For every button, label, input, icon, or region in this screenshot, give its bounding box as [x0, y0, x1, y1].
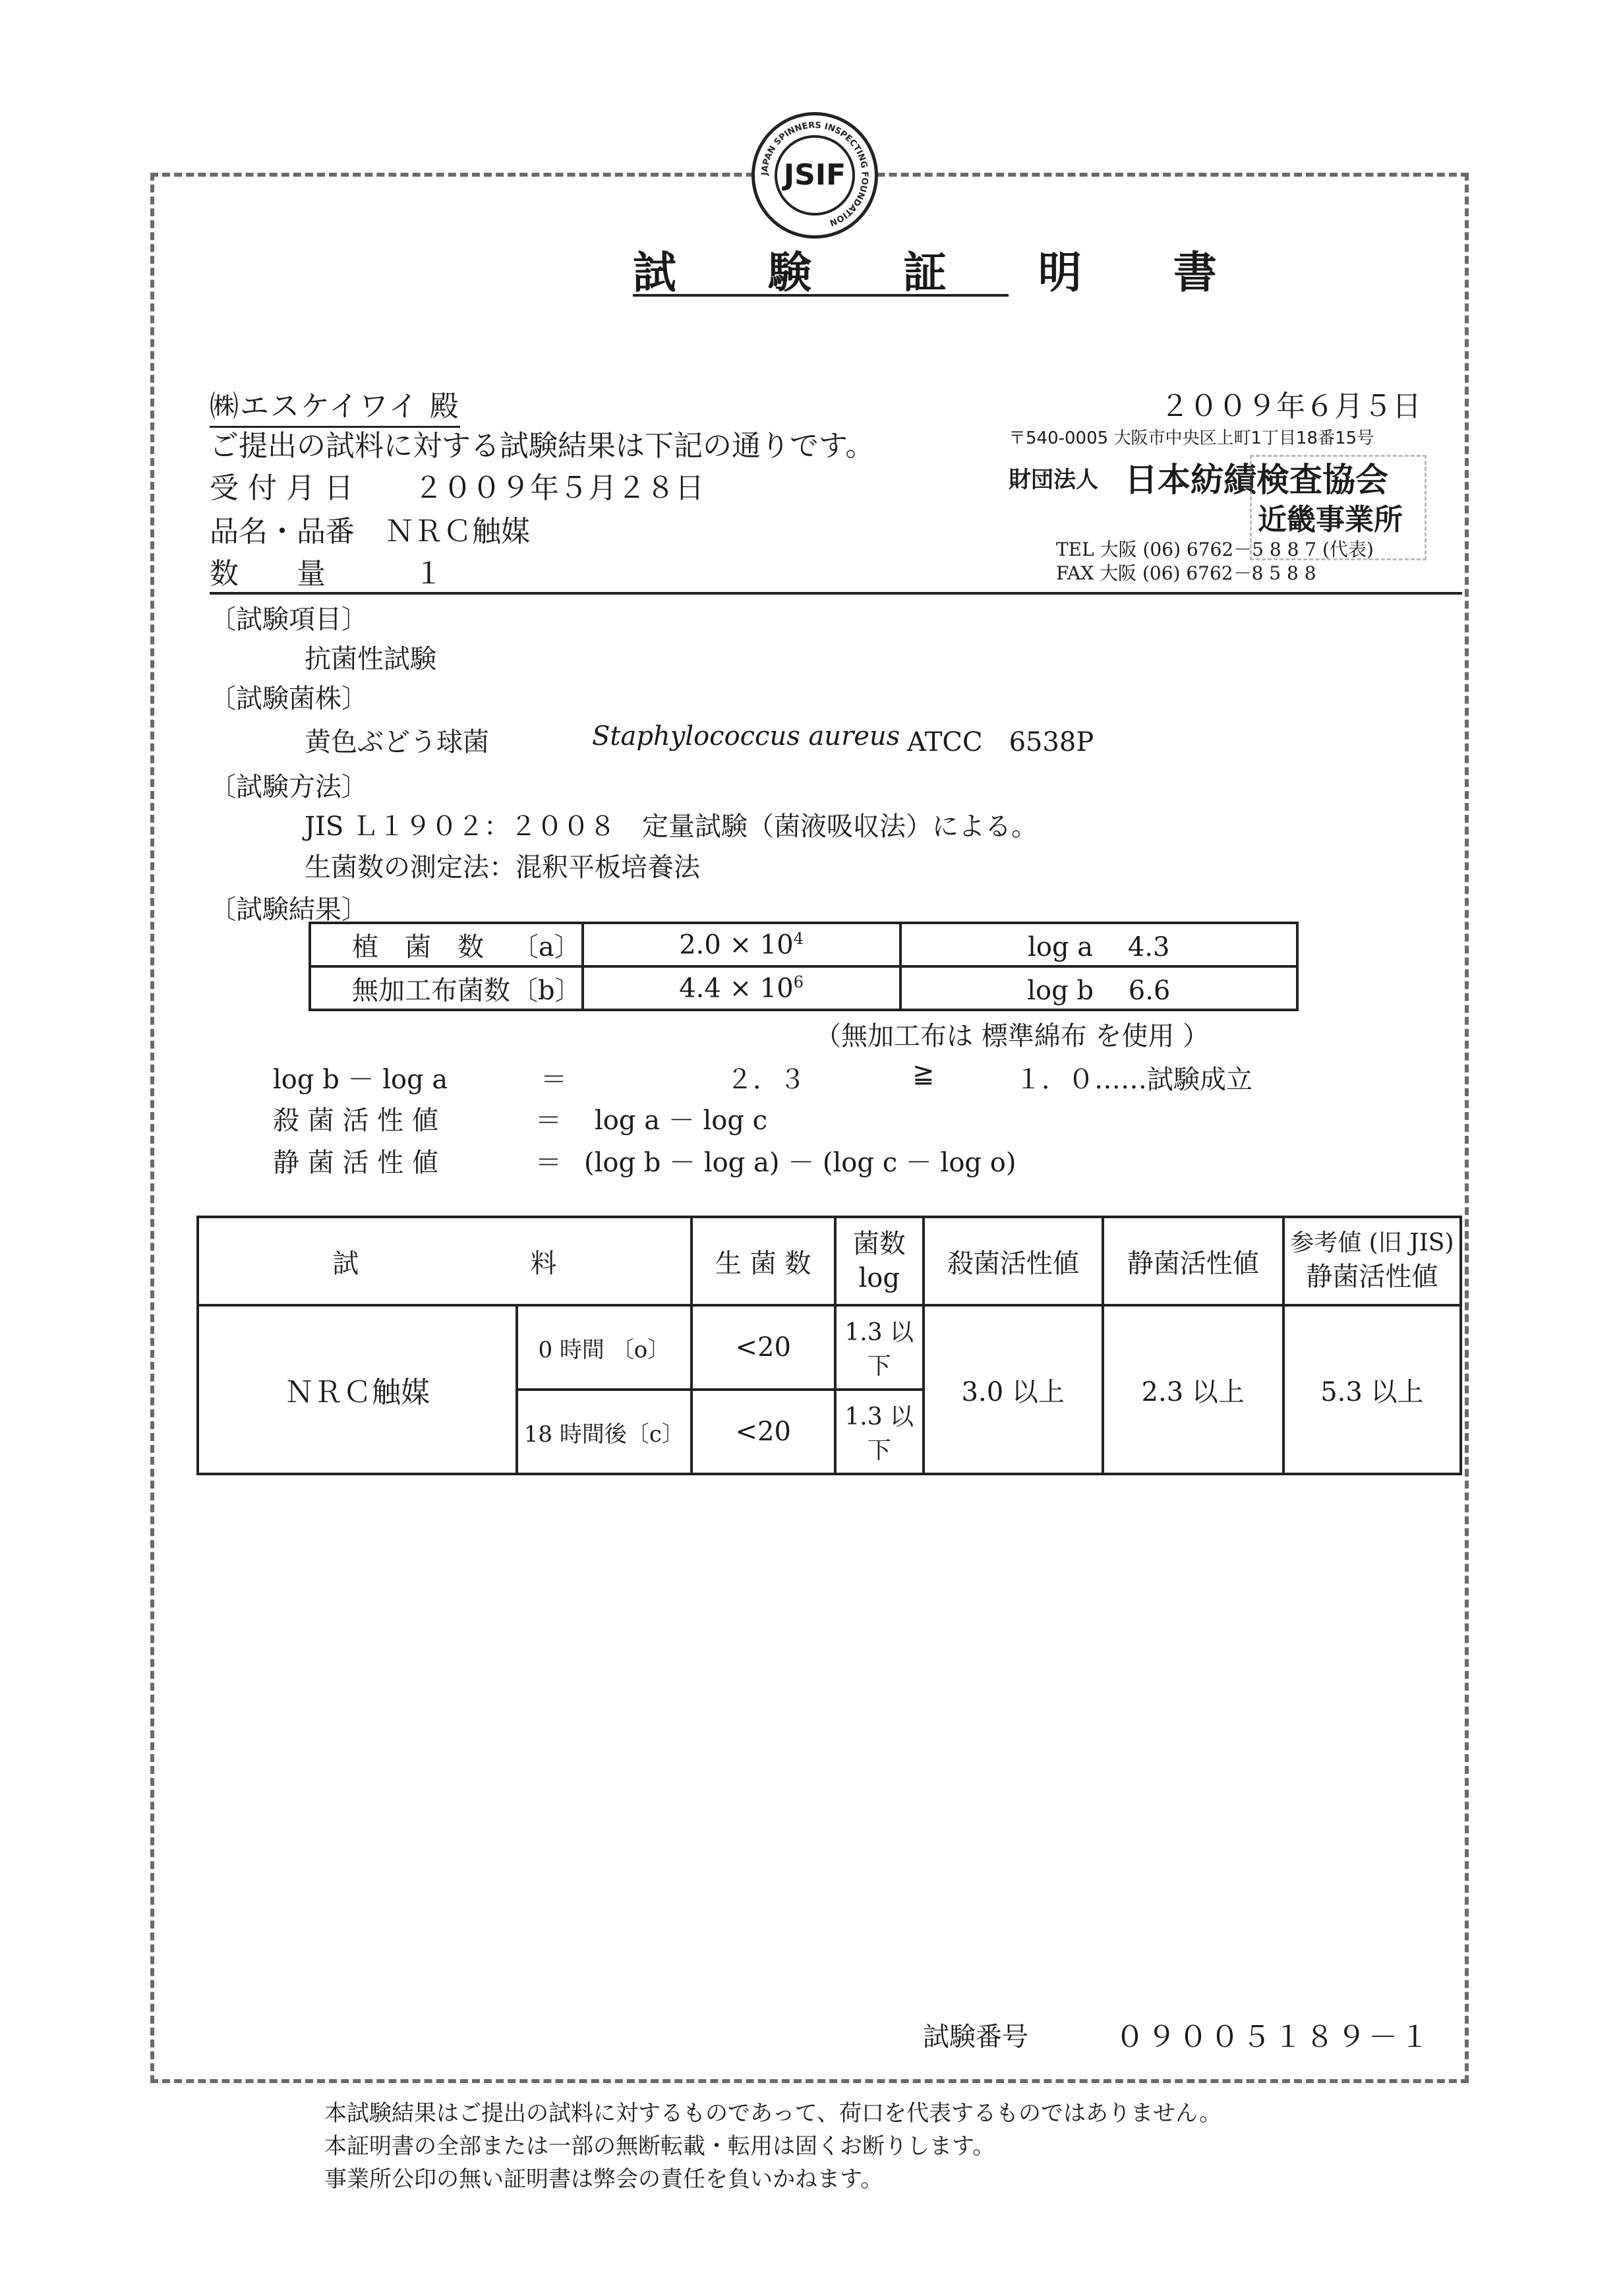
- formula-1-value: ２．３: [726, 1065, 806, 1095]
- seal-text: JSIF: [775, 135, 855, 216]
- header-reference: 参考値 (旧 JIS) 静菌活性値: [1283, 1217, 1461, 1305]
- method-value: JIS Ｌ１９０２：２００８ 定量試験（菌液吸収法）による。: [305, 811, 1038, 842]
- inoc-value-a: $2.0 \times 10^4$: [583, 923, 900, 966]
- cloth-note: （無加工布は 標準綿布 を使用 ）: [815, 1021, 1210, 1051]
- header-viable-count: 生 菌 数: [692, 1217, 835, 1305]
- formula-2-eq: ＝: [535, 1105, 562, 1136]
- product-label: 品名・品番: [210, 515, 355, 548]
- section-method-heading: 〔試験方法〕: [210, 772, 368, 802]
- issuer-branch: 近畿事業所: [1258, 503, 1403, 537]
- jsif-seal-logo: [751, 112, 878, 239]
- reference-value: 5.3 以上: [1283, 1305, 1461, 1474]
- formula-1-left: log b － log a: [273, 1065, 448, 1095]
- table-header-row: [198, 1217, 1461, 1305]
- time-0h: 0 時間 〔o〕: [517, 1305, 692, 1390]
- section-test-item-heading: 〔試験項目〕: [210, 604, 368, 635]
- formula-1-eq: ＝: [541, 1065, 567, 1095]
- issuer-tel: TEL 大阪 (06) 6762－5 8 8 7 (代表): [1056, 539, 1374, 560]
- formula-2-left: 殺 菌 活 性 値: [273, 1105, 438, 1136]
- table-row: [310, 923, 1297, 966]
- formula-3-rhs: (log b － log a) － (log c － log o): [584, 1148, 1016, 1178]
- footer-line-2: 本証明書の全部または一部の無断転載・転用は固くお断りします。: [324, 2133, 995, 2160]
- header-bactericidal: 殺菌活性値: [924, 1217, 1103, 1305]
- footer-line-3: 事業所公印の無い証明書は弊会の責任を負いかねます。: [324, 2166, 883, 2193]
- header-log: 菌数 log: [835, 1217, 924, 1305]
- quantity-value: １: [414, 557, 443, 591]
- strain-japanese: 黄色ぶどう球菌: [305, 727, 489, 757]
- inoc-code-a: 〔a〕: [512, 923, 583, 966]
- inoc-label-a: 植 菌 数: [310, 923, 512, 966]
- intro-text: ご提出の試料に対する試験結果は下記の通りです。: [210, 429, 875, 463]
- quantity-label: 数 量: [210, 557, 326, 591]
- section-result-heading: 〔試験結果〕: [210, 895, 368, 925]
- results-table: [196, 1216, 1462, 1475]
- office-seal-stamp: [1250, 455, 1427, 560]
- inoc-log-b: log b 6.6: [900, 966, 1297, 1010]
- issuer-address: 〒540-0005 大阪市中央区上町1丁目18番15号: [1009, 428, 1374, 448]
- bacteriostatic-value: 2.3 以上: [1103, 1305, 1283, 1474]
- issuer-org-prefix: 財団法人: [1009, 467, 1098, 493]
- count-18h: <20: [692, 1390, 835, 1474]
- count-0h: <20: [692, 1305, 835, 1390]
- table-row: [198, 1305, 1461, 1390]
- inoc-value-b: $4.4 \times 10^6$: [583, 966, 900, 1010]
- header-sample: 試 料: [198, 1217, 692, 1305]
- method-count: 生菌数の測定法：混釈平板培養法: [305, 852, 700, 883]
- inoc-exponent-b: 6: [793, 972, 804, 991]
- issue-date: ２００９年６月５日: [1160, 390, 1421, 423]
- footer-line-1: 本試験結果はご提出の試料に対するものであって、荷口を代表するものではありません。: [324, 2100, 1222, 2127]
- formula-2-rhs: log a － log c: [595, 1105, 768, 1136]
- seal-ring-text: JAPAN SPINNERS INSPECTING FOUNDATION: [759, 120, 870, 228]
- test-number: ０９００５１８９－１: [1115, 2020, 1432, 2054]
- formula-3-eq: ＝: [535, 1148, 562, 1178]
- inoc-code-b: 〔b〕: [512, 966, 583, 1010]
- title-underline: [633, 294, 1009, 297]
- inoc-label-b: 無加工布菌数: [310, 966, 512, 1010]
- issuer-fax: FAX 大阪 (06) 6762－8 5 8 8: [1056, 562, 1316, 584]
- section-test-item-value: 抗菌性試験: [305, 644, 436, 674]
- formula-3-left: 静 菌 活 性 値: [273, 1148, 438, 1178]
- time-18h: 18 時間後〔c〕: [517, 1390, 692, 1474]
- header-bacteriostatic: 静菌活性値: [1103, 1217, 1283, 1305]
- inoculation-table: [309, 922, 1299, 1011]
- bactericidal-value: 3.0 以上: [924, 1305, 1103, 1474]
- log-0h: 1.3 以下: [835, 1305, 924, 1390]
- formula-1-ge: ≧: [912, 1059, 935, 1089]
- product-value: ＮＲＣ触媒: [385, 515, 530, 548]
- page-title: 試 験 証 明 書: [633, 247, 1255, 298]
- formula-1-rhs: １．０……試験成立: [1015, 1065, 1252, 1095]
- strain-code: ATCC 6538P: [907, 727, 1094, 757]
- section-strain-heading: 〔試験菌株〕: [210, 684, 368, 714]
- strain-latin: Staphylococcus aureus: [592, 721, 900, 751]
- inoc-log-a: log a 4.3: [900, 923, 1297, 966]
- sample-name: ＮＲＣ触媒: [198, 1305, 517, 1474]
- receipt-label: 受 付 月 日: [210, 471, 353, 505]
- header-divider: [210, 592, 1462, 595]
- receipt-date: ２００９年５月２８日: [414, 471, 704, 505]
- test-number-label: 試験番号: [923, 2022, 1028, 2052]
- table-row: [310, 966, 1297, 1010]
- inoc-exponent-a: 4: [793, 929, 804, 948]
- issuer-org-name: 日本紡績検査協会: [1125, 461, 1388, 499]
- log-18h: 1.3 以下: [835, 1390, 924, 1474]
- addressee: ㈱エスケイワイ 殿: [210, 382, 460, 428]
